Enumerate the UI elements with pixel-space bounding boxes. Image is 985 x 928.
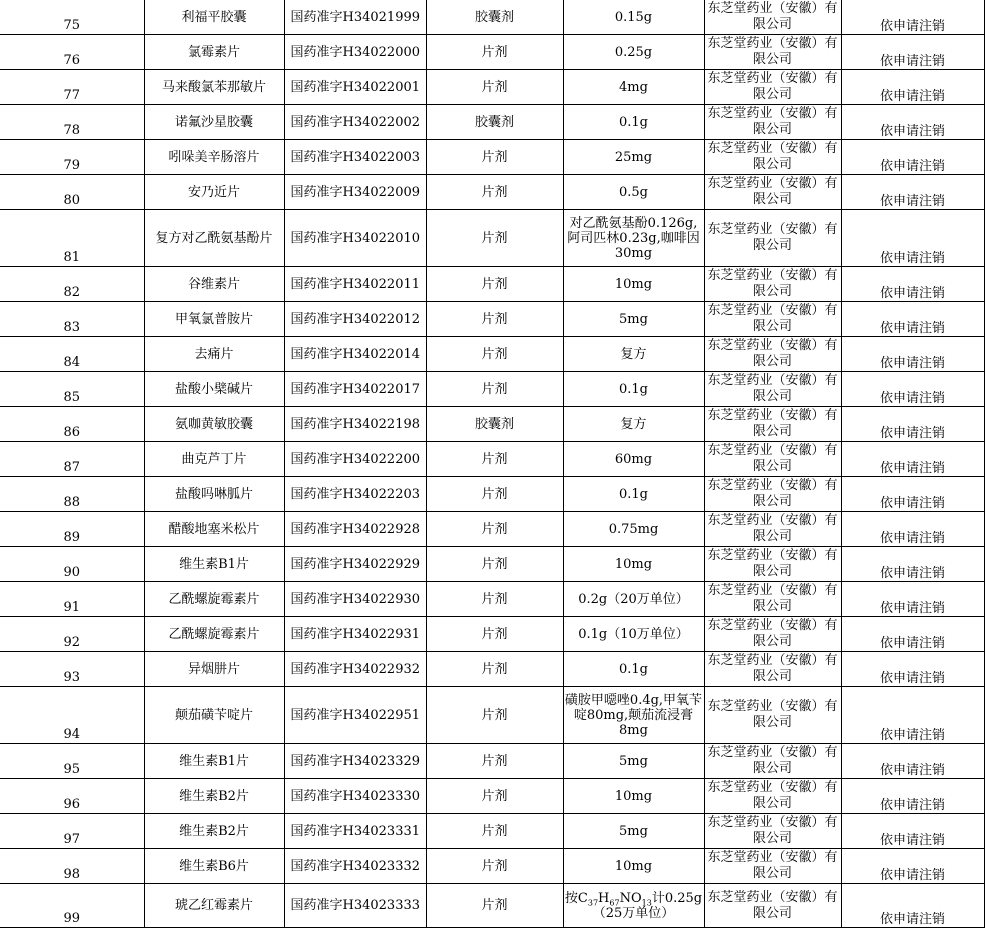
approval-number-cell: 国药准字H34023332 bbox=[284, 849, 426, 884]
drug-name-cell: 安乃近片 bbox=[144, 175, 284, 210]
manufacturer-cell: 东芝堂药业（安徽）有限公司 bbox=[704, 547, 841, 582]
approval-number-cell: 国药准字H34022203 bbox=[284, 477, 426, 512]
cancellation-status-cell: 依申请注销 bbox=[841, 547, 984, 582]
drug-name-cell: 异烟肼片 bbox=[144, 652, 284, 687]
table-row bbox=[0, 210, 984, 267]
table-row bbox=[0, 140, 984, 175]
cancellation-status-cell: 依申请注销 bbox=[841, 687, 984, 744]
cancellation-status-cell: 依申请注销 bbox=[841, 267, 984, 302]
drug-name-cell: 乙酰螺旋霉素片 bbox=[144, 582, 284, 617]
table-row bbox=[0, 175, 984, 210]
table-row bbox=[0, 477, 984, 512]
drug-name-cell: 曲克芦丁片 bbox=[144, 442, 284, 477]
dosage-form-cell: 片剂 bbox=[426, 140, 563, 175]
dosage-form-cell: 片剂 bbox=[426, 687, 563, 744]
approval-number-cell: 国药准字H34022931 bbox=[284, 617, 426, 652]
dosage-form-cell: 片剂 bbox=[426, 779, 563, 814]
specification-cell: 0.1g bbox=[563, 105, 704, 140]
manufacturer-cell: 东芝堂药业（安徽）有限公司 bbox=[704, 407, 841, 442]
table-row bbox=[0, 744, 984, 779]
approval-number-cell: 国药准字H34022011 bbox=[284, 267, 426, 302]
drug-name-cell: 维生素B1片 bbox=[144, 547, 284, 582]
drug-name-cell: 维生素B2片 bbox=[144, 814, 284, 849]
approval-number-cell: 国药准字H34023333 bbox=[284, 884, 426, 928]
dosage-form-cell: 胶囊剂 bbox=[426, 407, 563, 442]
cancellation-status-cell: 依申请注销 bbox=[841, 407, 984, 442]
cancellation-status-cell: 依申请注销 bbox=[841, 337, 984, 372]
table-row bbox=[0, 512, 984, 547]
manufacturer-cell: 东芝堂药业（安徽）有限公司 bbox=[704, 105, 841, 140]
table-row bbox=[0, 105, 984, 140]
drug-name-cell: 氨咖黄敏胶囊 bbox=[144, 407, 284, 442]
row-number-cell: 97 bbox=[0, 814, 144, 849]
cancellation-status-cell: 依申请注销 bbox=[841, 512, 984, 547]
manufacturer-cell: 东芝堂药业（安徽）有限公司 bbox=[704, 744, 841, 779]
row-number-cell: 77 bbox=[0, 70, 144, 105]
row-number-cell: 78 bbox=[0, 105, 144, 140]
manufacturer-cell: 东芝堂药业（安徽）有限公司 bbox=[704, 337, 841, 372]
cancellation-status-cell: 依申请注销 bbox=[841, 477, 984, 512]
approval-number-cell: 国药准字H34023331 bbox=[284, 814, 426, 849]
drug-name-cell: 维生素B6片 bbox=[144, 849, 284, 884]
row-number-cell: 83 bbox=[0, 302, 144, 337]
specification-cell: 60mg bbox=[563, 442, 704, 477]
table-row bbox=[0, 547, 984, 582]
cancellation-status-cell: 依申请注销 bbox=[841, 372, 984, 407]
row-number-cell: 80 bbox=[0, 175, 144, 210]
specification-cell: 25mg bbox=[563, 140, 704, 175]
dosage-form-cell: 片剂 bbox=[426, 652, 563, 687]
dosage-form-cell: 片剂 bbox=[426, 814, 563, 849]
dosage-form-cell: 片剂 bbox=[426, 617, 563, 652]
table-row bbox=[0, 582, 984, 617]
dosage-form-cell: 片剂 bbox=[426, 70, 563, 105]
row-number-cell: 76 bbox=[0, 35, 144, 70]
drug-name-cell: 谷维素片 bbox=[144, 267, 284, 302]
drug-name-cell: 盐酸小檗碱片 bbox=[144, 372, 284, 407]
approval-number-cell: 国药准字H34022951 bbox=[284, 687, 426, 744]
specification-cell: 0.25g bbox=[563, 35, 704, 70]
table-row bbox=[0, 849, 984, 884]
drug-name-cell: 维生素B1片 bbox=[144, 744, 284, 779]
drug-name-cell: 去痛片 bbox=[144, 337, 284, 372]
approval-number-cell: 国药准字H34022014 bbox=[284, 337, 426, 372]
cancellation-status-cell: 依申请注销 bbox=[841, 35, 984, 70]
specification-cell: 0.1g bbox=[563, 372, 704, 407]
row-number-cell: 98 bbox=[0, 849, 144, 884]
manufacturer-cell: 东芝堂药业（安徽）有限公司 bbox=[704, 814, 841, 849]
drug-name-cell: 氯霉素片 bbox=[144, 35, 284, 70]
specification-cell bbox=[563, 884, 704, 928]
row-number-cell: 82 bbox=[0, 267, 144, 302]
specification-cell: 10mg bbox=[563, 547, 704, 582]
drug-name-cell: 复方对乙酰氨基酚片 bbox=[144, 210, 284, 267]
specification-cell: 4mg bbox=[563, 70, 704, 105]
specification-formula: 按$C_{37}H_{67}NO_{13}$计0.25g（25万单位） bbox=[564, 890, 703, 921]
cancellation-status-cell: 依申请注销 bbox=[841, 210, 984, 267]
manufacturer-cell: 东芝堂药业（安徽）有限公司 bbox=[704, 267, 841, 302]
specification-cell: 磺胺甲噁唑0.4g,甲氧苄啶80mg,颠茄流浸膏8mg bbox=[563, 687, 704, 744]
specification-cell: 0.2g（20万单位） bbox=[563, 582, 704, 617]
specification-cell: 复方 bbox=[563, 337, 704, 372]
manufacturer-cell: 东芝堂药业（安徽）有限公司 bbox=[704, 442, 841, 477]
dosage-form-cell: 片剂 bbox=[426, 512, 563, 547]
manufacturer-cell: 东芝堂药业（安徽）有限公司 bbox=[704, 70, 841, 105]
specification-cell: 10mg bbox=[563, 779, 704, 814]
dosage-form-cell: 胶囊剂 bbox=[426, 105, 563, 140]
table-row bbox=[0, 442, 984, 477]
dosage-form-cell: 片剂 bbox=[426, 849, 563, 884]
manufacturer-cell: 东芝堂药业（安徽）有限公司 bbox=[704, 0, 841, 35]
approval-number-cell: 国药准字H34022930 bbox=[284, 582, 426, 617]
manufacturer-cell: 东芝堂药业（安徽）有限公司 bbox=[704, 512, 841, 547]
row-number-cell: 91 bbox=[0, 582, 144, 617]
row-number-cell: 89 bbox=[0, 512, 144, 547]
cancellation-status-cell: 依申请注销 bbox=[841, 849, 984, 884]
row-number-cell: 85 bbox=[0, 372, 144, 407]
manufacturer-cell: 东芝堂药业（安徽）有限公司 bbox=[704, 884, 841, 928]
cancellation-status-cell: 依申请注销 bbox=[841, 0, 984, 35]
row-number-cell: 96 bbox=[0, 779, 144, 814]
dosage-form-cell: 片剂 bbox=[426, 35, 563, 70]
table-row bbox=[0, 267, 984, 302]
row-number-cell: 95 bbox=[0, 744, 144, 779]
manufacturer-cell: 东芝堂药业（安徽）有限公司 bbox=[704, 302, 841, 337]
cancellation-status-cell: 依申请注销 bbox=[841, 652, 984, 687]
cancellation-status-cell: 依申请注销 bbox=[841, 442, 984, 477]
table-row bbox=[0, 814, 984, 849]
drug-name-cell: 醋酸地塞米松片 bbox=[144, 512, 284, 547]
manufacturer-cell: 东芝堂药业（安徽）有限公司 bbox=[704, 372, 841, 407]
approval-number-cell: 国药准字H34022928 bbox=[284, 512, 426, 547]
approval-number-cell: 国药准字H34022017 bbox=[284, 372, 426, 407]
cancellation-status-cell: 依申请注销 bbox=[841, 779, 984, 814]
row-number-cell: 90 bbox=[0, 547, 144, 582]
approval-number-cell: 国药准字H34022012 bbox=[284, 302, 426, 337]
manufacturer-cell: 东芝堂药业（安徽）有限公司 bbox=[704, 210, 841, 267]
manufacturer-cell: 东芝堂药业（安徽）有限公司 bbox=[704, 175, 841, 210]
table-row bbox=[0, 0, 984, 35]
approval-number-cell: 国药准字H34022003 bbox=[284, 140, 426, 175]
specification-cell: 复方 bbox=[563, 407, 704, 442]
table-row bbox=[0, 652, 984, 687]
approval-number-cell: 国药准字H34022010 bbox=[284, 210, 426, 267]
specification-cell: 5mg bbox=[563, 302, 704, 337]
approval-number-cell: 国药准字H34021999 bbox=[284, 0, 426, 35]
dosage-form-cell: 片剂 bbox=[426, 302, 563, 337]
approval-number-cell: 国药准字H34022929 bbox=[284, 547, 426, 582]
drug-name-cell: 颠茄磺苄啶片 bbox=[144, 687, 284, 744]
specification-cell: 0.15g bbox=[563, 0, 704, 35]
table-row bbox=[0, 407, 984, 442]
row-number-cell: 81 bbox=[0, 210, 144, 267]
table-row bbox=[0, 884, 984, 928]
row-number-cell: 88 bbox=[0, 477, 144, 512]
cancellation-status-cell: 依申请注销 bbox=[841, 105, 984, 140]
table-row bbox=[0, 302, 984, 337]
specification-cell: 5mg bbox=[563, 744, 704, 779]
dosage-form-cell: 片剂 bbox=[426, 744, 563, 779]
dosage-form-cell: 片剂 bbox=[426, 884, 563, 928]
drug-name-cell: 马来酸氯苯那敏片 bbox=[144, 70, 284, 105]
manufacturer-cell: 东芝堂药业（安徽）有限公司 bbox=[704, 140, 841, 175]
drug-name-cell: 吲哚美辛肠溶片 bbox=[144, 140, 284, 175]
approval-number-cell: 国药准字H34022001 bbox=[284, 70, 426, 105]
drug-name-cell: 盐酸吗啉胍片 bbox=[144, 477, 284, 512]
table-row bbox=[0, 687, 984, 744]
manufacturer-cell: 东芝堂药业（安徽）有限公司 bbox=[704, 35, 841, 70]
drug-name-cell: 利福平胶囊 bbox=[144, 0, 284, 35]
manufacturer-cell: 东芝堂药业（安徽）有限公司 bbox=[704, 687, 841, 744]
dosage-form-cell: 片剂 bbox=[426, 372, 563, 407]
row-number-cell: 84 bbox=[0, 337, 144, 372]
specification-cell: 5mg bbox=[563, 814, 704, 849]
drug-name-cell: 甲氧氯普胺片 bbox=[144, 302, 284, 337]
table-row bbox=[0, 70, 984, 105]
table-row bbox=[0, 372, 984, 407]
manufacturer-cell: 东芝堂药业（安徽）有限公司 bbox=[704, 582, 841, 617]
cancellation-status-cell: 依申请注销 bbox=[841, 617, 984, 652]
approval-number-cell: 国药准字H34022002 bbox=[284, 105, 426, 140]
drug-name-cell: 乙酰螺旋霉素片 bbox=[144, 617, 284, 652]
dosage-form-cell: 片剂 bbox=[426, 210, 563, 267]
table-row bbox=[0, 35, 984, 70]
specification-cell: 10mg bbox=[563, 849, 704, 884]
cancellation-status-cell: 依申请注销 bbox=[841, 744, 984, 779]
row-number-cell: 79 bbox=[0, 140, 144, 175]
specification-cell: 0.1g（10万单位） bbox=[563, 617, 704, 652]
row-number-cell: 87 bbox=[0, 442, 144, 477]
specification-cell: 对乙酰氨基酚0.126g,阿司匹林0.23g,咖啡因30mg bbox=[563, 210, 704, 267]
cancellation-status-cell: 依申请注销 bbox=[841, 175, 984, 210]
table-row bbox=[0, 617, 984, 652]
manufacturer-cell: 东芝堂药业（安徽）有限公司 bbox=[704, 652, 841, 687]
specification-cell: 0.1g bbox=[563, 477, 704, 512]
cancellation-status-cell: 依申请注销 bbox=[841, 70, 984, 105]
approval-number-cell: 国药准字H34022932 bbox=[284, 652, 426, 687]
dosage-form-cell: 片剂 bbox=[426, 582, 563, 617]
row-number-cell: 75 bbox=[0, 0, 144, 35]
drug-name-cell: 琥乙红霉素片 bbox=[144, 884, 284, 928]
approval-number-cell: 国药准字H34022198 bbox=[284, 407, 426, 442]
specification-cell: 0.75mg bbox=[563, 512, 704, 547]
table-row bbox=[0, 337, 984, 372]
dosage-form-cell: 片剂 bbox=[426, 267, 563, 302]
dosage-form-cell: 片剂 bbox=[426, 175, 563, 210]
cancellation-status-cell: 依申请注销 bbox=[841, 582, 984, 617]
approval-number-cell: 国药准字H34022200 bbox=[284, 442, 426, 477]
dosage-form-cell: 片剂 bbox=[426, 477, 563, 512]
table-row bbox=[0, 779, 984, 814]
cancellation-status-cell: 依申请注销 bbox=[841, 884, 984, 928]
specification-cell: 0.5g bbox=[563, 175, 704, 210]
approval-number-cell: 国药准字H34022009 bbox=[284, 175, 426, 210]
row-number-cell: 86 bbox=[0, 407, 144, 442]
row-number-cell: 93 bbox=[0, 652, 144, 687]
row-number-cell: 92 bbox=[0, 617, 144, 652]
cancellation-status-cell: 依申请注销 bbox=[841, 302, 984, 337]
manufacturer-cell: 东芝堂药业（安徽）有限公司 bbox=[704, 779, 841, 814]
dosage-form-cell: 胶囊剂 bbox=[426, 0, 563, 35]
dosage-form-cell: 片剂 bbox=[426, 337, 563, 372]
row-number-cell: 99 bbox=[0, 884, 144, 928]
manufacturer-cell: 东芝堂药业（安徽）有限公司 bbox=[704, 617, 841, 652]
specification-cell: 10mg bbox=[563, 267, 704, 302]
row-number-cell: 94 bbox=[0, 687, 144, 744]
dosage-form-cell: 片剂 bbox=[426, 442, 563, 477]
manufacturer-cell: 东芝堂药业（安徽）有限公司 bbox=[704, 849, 841, 884]
approval-number-cell: 国药准字H34022000 bbox=[284, 35, 426, 70]
manufacturer-cell: 东芝堂药业（安徽）有限公司 bbox=[704, 477, 841, 512]
drug-name-cell: 诺氟沙星胶囊 bbox=[144, 105, 284, 140]
approval-number-cell: 国药准字H34023329 bbox=[284, 744, 426, 779]
approval-number-cell: 国药准字H34023330 bbox=[284, 779, 426, 814]
specification-cell: 0.1g bbox=[563, 652, 704, 687]
cancellation-status-cell: 依申请注销 bbox=[841, 140, 984, 175]
cancellation-status-cell: 依申请注销 bbox=[841, 814, 984, 849]
dosage-form-cell: 片剂 bbox=[426, 547, 563, 582]
drug-name-cell: 维生素B2片 bbox=[144, 779, 284, 814]
